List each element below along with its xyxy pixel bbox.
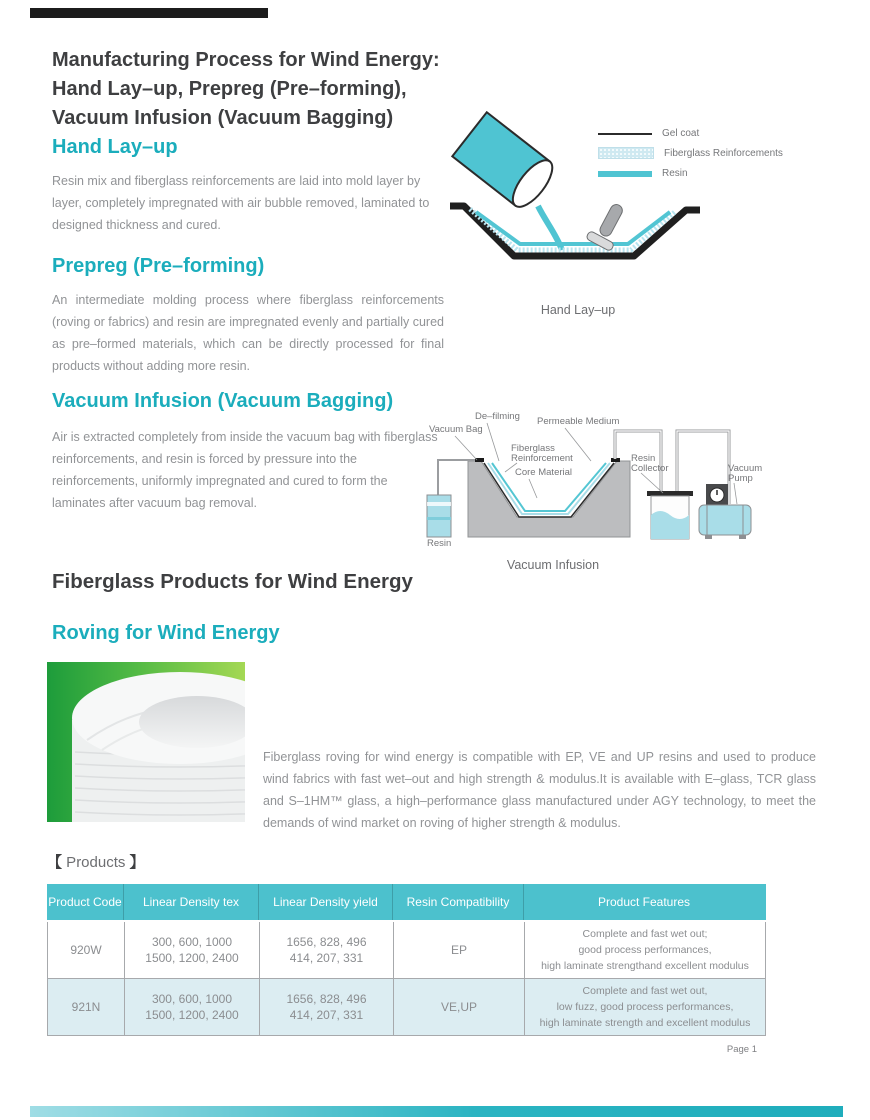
paragraph-hand-layup: Resin mix and fiberglass reinforcements are laid into mold layer by layer, completely impregnated with air bubble removed, laminated to designed thickness and cured. bbox=[52, 174, 430, 232]
cell-resin: EP bbox=[393, 922, 524, 978]
mold-layers bbox=[450, 206, 700, 256]
bracket-open: 【 bbox=[47, 854, 63, 871]
label-fiberglass-1: Fiberglass bbox=[511, 443, 555, 454]
products-label-text: Products bbox=[62, 854, 130, 871]
label-defilming: De–filming bbox=[475, 411, 520, 422]
legend-label: Fiberglass Reinforcements bbox=[664, 147, 783, 159]
table-row bbox=[47, 979, 766, 1036]
cell-density-tex bbox=[124, 979, 259, 1035]
label-vacuum-bag: Vacuum Bag bbox=[429, 424, 483, 435]
paragraph-prepreg: An intermediate molding process where fiberglass reinforcements (roving or fabrics) and resin are impregnated evenly and partially cured as pre–formed materials, which can be directly processed for final products without adding more resin. bbox=[52, 293, 444, 373]
caption-vacuum-infusion: Vacuum Infusion bbox=[506, 558, 600, 572]
cell-resin: VE,UP bbox=[393, 979, 524, 1035]
products-label bbox=[47, 851, 145, 872]
cell-density-tex bbox=[124, 922, 259, 978]
label-resin: Resin bbox=[427, 538, 452, 549]
gelcoat-swatch-icon bbox=[598, 133, 652, 135]
heading-fiberglass-products: Fiberglass Products for Wind Energy bbox=[52, 570, 413, 593]
cell-density-yield bbox=[259, 979, 393, 1035]
resin-container bbox=[427, 495, 451, 537]
yield-line: 1656, 828, 496 bbox=[286, 992, 367, 1006]
vacuum-pump-illustration bbox=[699, 484, 751, 539]
tex-line: 1500, 1200, 2400 bbox=[145, 951, 239, 965]
heading-vacuum-infusion: Vacuum Infusion (Vacuum Bagging) bbox=[52, 390, 394, 412]
cell-product-code: 921N bbox=[71, 1000, 101, 1014]
tex-line: 1500, 1200, 2400 bbox=[145, 1008, 239, 1022]
cell-features bbox=[524, 922, 765, 978]
label-collector-2: Collector bbox=[631, 463, 669, 474]
col-header-resin: Resin Compatibility bbox=[392, 884, 523, 920]
roving-photo bbox=[47, 662, 245, 822]
bracket-close: 】 bbox=[129, 854, 145, 871]
heading-hand-layup: Hand Lay–up bbox=[52, 136, 178, 158]
table-row bbox=[47, 922, 766, 979]
page-title-line1: Manufacturing Process for Wind Energy: bbox=[52, 49, 440, 71]
vacuum-infusion-diagram bbox=[425, 405, 770, 555]
feature-line: Complete and fast wet out, bbox=[582, 985, 708, 997]
page-title-line3: Vacuum Infusion (Vacuum Bagging) bbox=[52, 107, 394, 129]
label-collector-1: Resin bbox=[631, 453, 656, 464]
pouring-bucket-illustration bbox=[452, 112, 559, 213]
label-fiberglass-2: Reinforcement bbox=[511, 453, 573, 464]
resin-collector-illustration bbox=[647, 491, 693, 539]
cell-density-yield bbox=[259, 922, 393, 978]
yield-line: 414, 207, 331 bbox=[289, 951, 364, 965]
top-rule-bar bbox=[30, 8, 268, 18]
fiberglass-swatch-icon bbox=[598, 147, 654, 159]
feature-line: high laminate strengthand excellent modulus bbox=[541, 960, 749, 972]
col-header-product-code: Product Code bbox=[48, 895, 122, 909]
label-pump-1: Vacuum bbox=[728, 463, 763, 474]
col-header-density-tex: Linear Density tex bbox=[123, 884, 258, 920]
legend-label: Gel coat bbox=[662, 128, 700, 139]
tex-line: 300, 600, 1000 bbox=[151, 992, 233, 1006]
label-permeable: Permeable Medium bbox=[537, 416, 620, 427]
bottom-accent-bar bbox=[30, 1106, 843, 1117]
resin-swatch-icon bbox=[598, 171, 652, 177]
heading-prepreg: Prepreg (Pre–forming) bbox=[52, 255, 265, 277]
cell-features bbox=[524, 979, 765, 1035]
heading-roving: Roving for Wind Energy bbox=[52, 622, 280, 644]
legend-item-resin bbox=[598, 168, 688, 179]
page-number: Page 1 bbox=[726, 1044, 757, 1055]
cell-product-code: 920W bbox=[70, 943, 102, 957]
legend-label: Resin bbox=[662, 168, 688, 179]
col-header-features: Product Features bbox=[523, 884, 764, 920]
feature-line: low fuzz, good process performances, bbox=[556, 1001, 734, 1013]
products-table bbox=[47, 884, 766, 1036]
hand-layup-diagram bbox=[448, 110, 793, 310]
label-core: Core Material bbox=[515, 467, 573, 478]
label-pump-2: Pump bbox=[728, 473, 753, 484]
legend-item-fiberglass bbox=[598, 147, 783, 159]
paragraph-roving: Fiberglass roving for wind energy is compatible with EP, VE and UP resins and used to produce wind fabrics with fast wet–out and high strength & modulus.It is available with E–glass, TCR glass and S–1HM™ glass, a high–performance glass manufactured under AGY technology, to meet the demands of wind market on roving of higher strength & modulus. bbox=[263, 750, 816, 830]
sealant-tape-left bbox=[475, 458, 484, 462]
page-title-line2: Hand Lay–up, Prepreg (Pre–forming), bbox=[52, 78, 407, 100]
col-header-density-yield: Linear Density yield bbox=[258, 884, 392, 920]
table-header-row bbox=[47, 884, 766, 922]
fiberglass-spool bbox=[72, 672, 245, 822]
paragraph-vacuum-infusion: Air is extracted completely from inside the vacuum bag with fiberglass reinforcements, and resin is forced by pressure into the reinforcements, uniformly impregnated and cured to form the laminates after vacuum bag removal. bbox=[52, 430, 438, 510]
feature-line: good process performances, bbox=[578, 944, 712, 956]
yield-line: 1656, 828, 496 bbox=[286, 935, 367, 949]
feature-line: Complete and fast wet out; bbox=[582, 928, 708, 940]
caption-hand-layup: Hand Lay–up bbox=[540, 303, 616, 317]
tex-line: 300, 600, 1000 bbox=[151, 935, 233, 949]
feature-line: high laminate strength and excellent modulus bbox=[539, 1017, 751, 1029]
yield-line: 414, 207, 331 bbox=[289, 1008, 364, 1022]
legend-item-gelcoat bbox=[598, 128, 699, 139]
